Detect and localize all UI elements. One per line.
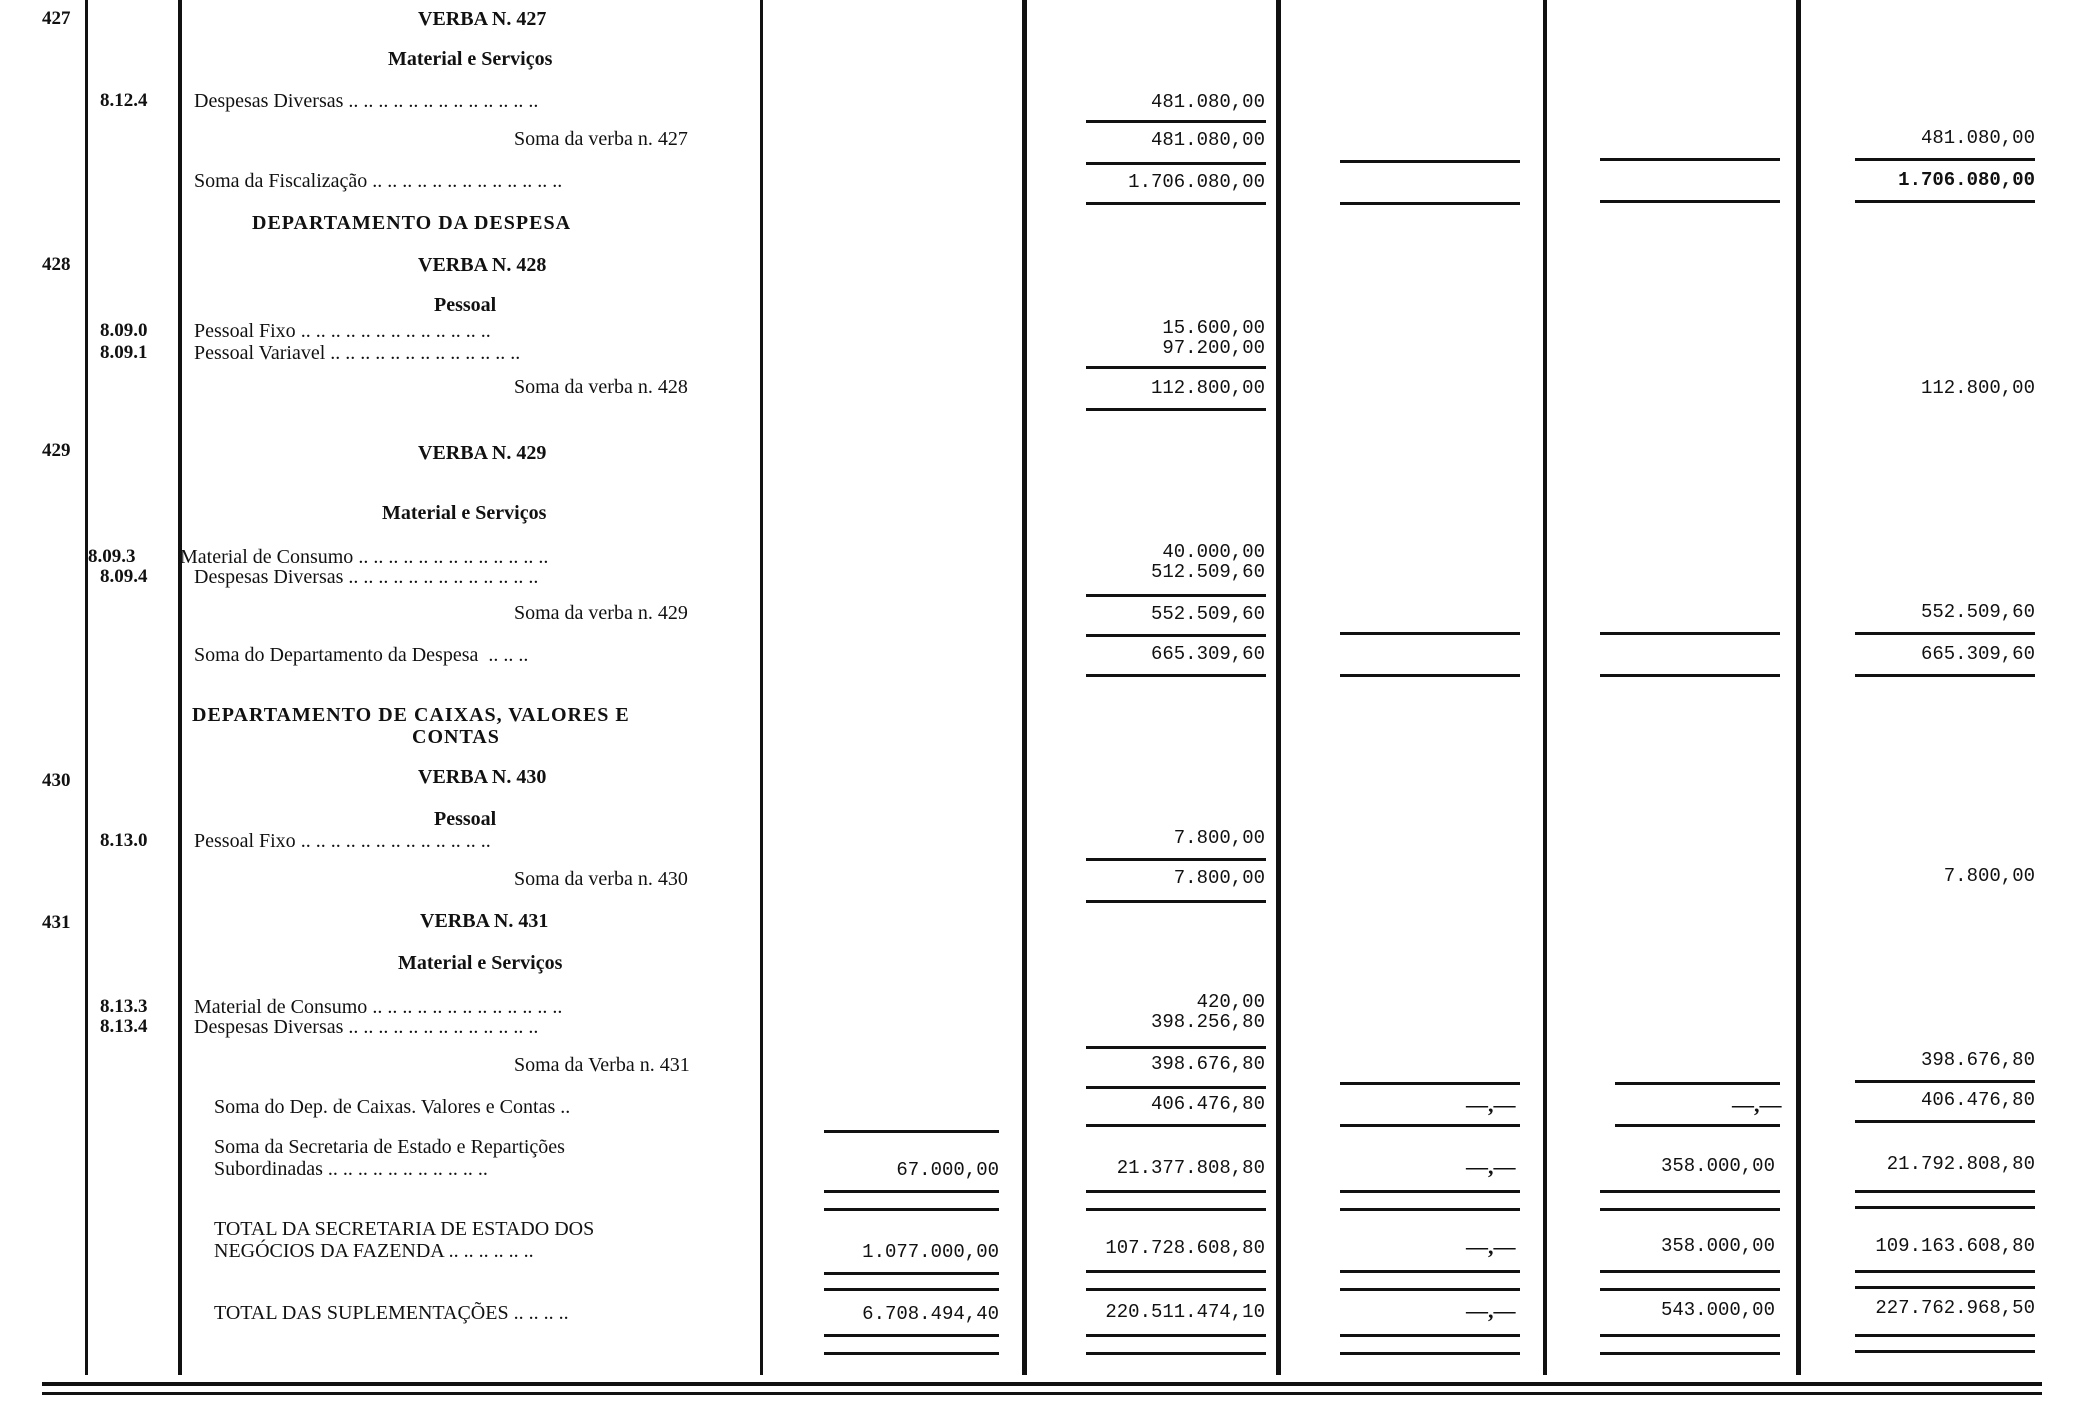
rule — [1855, 1190, 2035, 1193]
secretaria-label-line1: Soma da Secretaria de Estado e Repartições — [214, 1136, 565, 1158]
soma-total: 112.800,00 — [1920, 377, 2035, 399]
soma-label: Soma da Verba n. 431 — [514, 1054, 690, 1076]
item-code: 8.13.0 — [100, 830, 148, 851]
soma-value: 398.676,80 — [1150, 1053, 1265, 1075]
rule — [1855, 158, 2035, 161]
item-label: Despesas Diversas .. .. .. .. .. .. .. .. .. .. .. .. .. — [194, 90, 539, 112]
bottom-rule — [42, 1382, 2042, 1386]
fiscalizacao-value: 1.706.080,00 — [1128, 171, 1265, 193]
rule — [1086, 1046, 1266, 1049]
soma-total: 481.080,00 — [1920, 127, 2035, 149]
rule — [824, 1352, 999, 1355]
rule — [1600, 1208, 1780, 1211]
column-rule — [760, 0, 763, 1375]
item-code: 8.09.4 — [100, 566, 148, 587]
rule — [1855, 1206, 2035, 1209]
rule — [1600, 632, 1780, 635]
item-value: 40.000,00 — [1162, 541, 1265, 563]
item-value: 15.600,00 — [1162, 317, 1265, 339]
rule — [824, 1334, 999, 1337]
soma-label: Soma da verba n. 427 — [514, 128, 688, 150]
rule — [1855, 1286, 2035, 1289]
dash-mark: —,— — [1466, 1298, 1516, 1323]
secretaria-total: 21.792.808,80 — [1886, 1153, 2035, 1175]
dash-mark: —,— — [1732, 1092, 1782, 1117]
item-label: Material de Consumo .. .. .. .. .. .. .. .. .. .. .. .. .. — [194, 996, 563, 1018]
item-label: Despesas Diversas .. .. .. .. .. .. .. .. .. .. .. .. .. — [194, 1016, 539, 1038]
column-rule — [1543, 0, 1547, 1375]
column-rule — [1276, 0, 1281, 1375]
rule — [1086, 202, 1266, 205]
rule — [1086, 120, 1266, 123]
total-fazenda-value: 107.728.608,80 — [1105, 1237, 1265, 1259]
verba-title: VERBA N. 427 — [418, 8, 547, 30]
item-label: Pessoal Fixo .. .. .. .. .. .. .. .. .. .. .. .. .. — [194, 320, 491, 342]
total-suplementacoes-col3: 543.000,00 — [1660, 1299, 1775, 1321]
rule — [1086, 858, 1266, 861]
column-rule — [178, 0, 182, 1375]
fiscalizacao-total: 1.706.080,00 — [1898, 169, 2035, 191]
rule — [1855, 1120, 2035, 1123]
rule — [1855, 632, 2035, 635]
dep-despesa-soma-label: Soma do Departamento da Despesa .. .. .. — [194, 644, 529, 666]
rule — [1086, 162, 1266, 165]
item-code: 8.09.0 — [100, 320, 148, 341]
verba-number: 431 — [42, 912, 71, 933]
rule — [824, 1130, 999, 1133]
item-label: Despesas Diversas .. .. .. .. .. .. .. .. .. .. .. .. .. — [194, 566, 539, 588]
rule — [1600, 158, 1780, 161]
rule — [1340, 674, 1520, 677]
dep-despesa-soma-total: 665.309,60 — [1920, 643, 2035, 665]
rule — [1340, 160, 1520, 163]
soma-value: 552.509,60 — [1150, 603, 1265, 625]
soma-label: Soma da verba n. 429 — [514, 602, 688, 624]
department-title: CONTAS — [412, 726, 500, 748]
rule — [1340, 1288, 1520, 1291]
total-suplementacoes-col0: 6.708.494,40 — [862, 1303, 999, 1325]
item-value: 481.080,00 — [1150, 91, 1265, 113]
dep-despesa-soma-value: 665.309,60 — [1150, 643, 1265, 665]
rule — [1086, 1270, 1266, 1273]
item-value: 97.200,00 — [1162, 337, 1265, 359]
soma-value: 481.080,00 — [1150, 129, 1265, 151]
rule — [1855, 200, 2035, 203]
verba-title: VERBA N. 430 — [418, 766, 547, 788]
bottom-rule — [42, 1392, 2042, 1395]
secretaria-col0: 67.000,00 — [896, 1159, 999, 1181]
rule — [1086, 1288, 1266, 1291]
secretaria-value: 21.377.808,80 — [1116, 1157, 1265, 1179]
rule — [824, 1208, 999, 1211]
total-suplementacoes-value: 220.511.474,10 — [1105, 1301, 1265, 1323]
item-value: 7.800,00 — [1173, 827, 1265, 849]
rule — [1600, 1334, 1780, 1337]
rule — [1086, 1352, 1266, 1355]
item-code: 8.13.3 — [100, 996, 148, 1017]
rule — [1340, 1208, 1520, 1211]
rule — [1855, 674, 2035, 677]
rule — [1086, 900, 1266, 903]
dep-caixas-soma-value: 406.476,80 — [1150, 1093, 1265, 1115]
item-code: 8.09.3 — [88, 546, 136, 567]
rule — [824, 1272, 999, 1275]
verba-title: VERBA N. 428 — [418, 254, 547, 276]
rule — [1600, 1288, 1780, 1291]
department-title: DEPARTAMENTO DE CAIXAS, VALORES E — [192, 704, 630, 726]
rule — [1086, 1208, 1266, 1211]
item-label: Material de Consumo .. .. .. .. .. .. .. .. .. .. .. .. .. — [180, 546, 549, 568]
dash-mark: —,— — [1466, 1092, 1516, 1117]
rule — [1615, 1124, 1780, 1127]
section-title: Pessoal — [434, 808, 497, 830]
rule — [1600, 674, 1780, 677]
rule — [1340, 1190, 1520, 1193]
rule — [1086, 1334, 1266, 1337]
rule — [1855, 1080, 2035, 1083]
rule — [1855, 1350, 2035, 1353]
item-value: 512.509,60 — [1150, 561, 1265, 583]
rule — [1340, 1352, 1520, 1355]
section-title: Material e Serviços — [382, 502, 547, 524]
rule — [1086, 674, 1266, 677]
rule — [1086, 1086, 1266, 1089]
soma-total: 398.676,80 — [1920, 1049, 2035, 1071]
rule — [1086, 634, 1266, 637]
item-code: 8.12.4 — [100, 90, 148, 111]
rule — [1600, 1352, 1780, 1355]
rule — [1340, 1124, 1520, 1127]
item-value: 420,00 — [1196, 991, 1265, 1013]
item-label: Pessoal Fixo .. .. .. .. .. .. .. .. .. .. .. .. .. — [194, 830, 491, 852]
soma-label: Soma da verba n. 428 — [514, 376, 688, 398]
total-suplementacoes-total: 227.762.968,50 — [1875, 1297, 2035, 1319]
total-fazenda-col3: 358.000,00 — [1660, 1235, 1775, 1257]
item-code: 8.13.4 — [100, 1016, 148, 1037]
secretaria-label-line2: Subordinadas .. .. .. .. .. .. .. .. .. .. .. — [214, 1158, 488, 1180]
rule — [1086, 594, 1266, 597]
rule — [1086, 1190, 1266, 1193]
verba-number: 427 — [42, 8, 71, 29]
rule — [1340, 1082, 1520, 1085]
rule — [1600, 200, 1780, 203]
total-fazenda-total: 109.163.608,80 — [1875, 1235, 2035, 1257]
total-fazenda-col0: 1.077.000,00 — [862, 1241, 999, 1263]
rule — [1340, 1334, 1520, 1337]
verba-number: 428 — [42, 254, 71, 275]
rule — [824, 1288, 999, 1291]
soma-label: Soma da verba n. 430 — [514, 868, 688, 890]
column-rule — [1022, 0, 1027, 1375]
dash-mark: —,— — [1466, 1234, 1516, 1259]
soma-total: 552.509,60 — [1920, 601, 2035, 623]
rule — [1340, 1270, 1520, 1273]
dash-mark: —,— — [1466, 1154, 1516, 1179]
item-code: 8.09.1 — [100, 342, 148, 363]
column-rule — [85, 0, 88, 1375]
verba-title: VERBA N. 431 — [420, 910, 549, 932]
department-title: DEPARTAMENTO DA DESPESA — [252, 212, 572, 234]
soma-total: 7.800,00 — [1943, 865, 2035, 887]
dep-caixas-soma-label: Soma do Dep. de Caixas. Valores e Contas .. — [214, 1096, 571, 1118]
rule — [1340, 202, 1520, 205]
soma-value: 7.800,00 — [1173, 867, 1265, 889]
total-suplementacoes-label: TOTAL DAS SUPLEMENTAÇÕES .. .. .. .. — [214, 1302, 569, 1324]
verba-number: 430 — [42, 770, 71, 791]
item-label: Pessoal Variavel .. .. .. .. .. .. .. .. .. .. .. .. .. — [194, 342, 521, 364]
dep-caixas-soma-total: 406.476,80 — [1920, 1089, 2035, 1111]
verba-title: VERBA N. 429 — [418, 442, 547, 464]
rule — [1615, 1082, 1780, 1085]
rule — [1086, 366, 1266, 369]
section-title: Pessoal — [434, 294, 497, 316]
rule — [1855, 1270, 2035, 1273]
fiscalizacao-label: Soma da Fiscalização .. .. .. .. .. .. .. .. .. .. .. .. .. — [194, 170, 563, 192]
verba-number: 429 — [42, 440, 71, 461]
section-title: Material e Serviços — [388, 48, 553, 70]
rule — [1086, 408, 1266, 411]
rule — [1855, 1334, 2035, 1337]
rule — [824, 1190, 999, 1193]
rule — [1086, 1124, 1266, 1127]
soma-value: 112.800,00 — [1150, 377, 1265, 399]
total-fazenda-line1: TOTAL DA SECRETARIA DE ESTADO DOS — [214, 1218, 595, 1240]
column-rule — [1796, 0, 1801, 1375]
secretaria-col3: 358.000,00 — [1660, 1155, 1775, 1177]
rule — [1340, 632, 1520, 635]
rule — [1600, 1190, 1780, 1193]
section-title: Material e Serviços — [398, 952, 563, 974]
total-fazenda-line2: NEGÓCIOS DA FAZENDA .. .. .. .. .. .. — [214, 1240, 534, 1262]
rule — [1600, 1270, 1780, 1273]
item-value: 398.256,80 — [1150, 1011, 1265, 1033]
